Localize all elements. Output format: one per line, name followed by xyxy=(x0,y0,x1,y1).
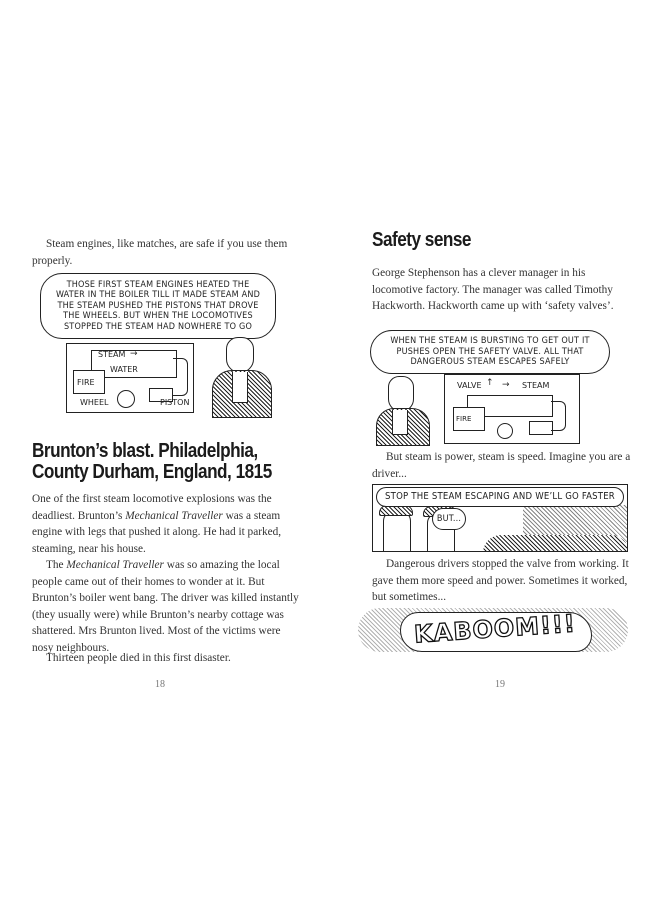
valve-up-arrow-icon: ↑ xyxy=(486,378,494,388)
text: One of the first steam locomotive explosions was the deadliest. Brunton’s xyxy=(32,493,272,522)
italic-title: Mechanical Traveller xyxy=(125,509,223,522)
wheel-shape xyxy=(117,390,135,408)
steam-pipe xyxy=(173,358,188,396)
boiler-foreground xyxy=(483,535,628,552)
piston-shape xyxy=(529,421,553,435)
kaboom-text: KABOOM!!! xyxy=(413,609,577,649)
label-valve: VALVE xyxy=(457,381,482,390)
text: was a steam engine with legs that pushed it along. He had it parked, steaming, near his house. xyxy=(32,509,282,555)
arrow-right-icon: → xyxy=(502,380,510,390)
label-steam: STEAM xyxy=(522,381,550,390)
dangerous-drivers-paragraph: Dangerous drivers stopped the valve from working. It gave them more speed and power. Sometimes it worked, but sometimes... xyxy=(372,558,629,603)
driver-paragraph: But steam is power, steam is speed. Imagine you are a driver... xyxy=(372,451,631,480)
label-water: WATER xyxy=(110,365,138,374)
section-heading-brunton: Brunton’s blast. Philadelphia, County Durham, England, 1815 xyxy=(32,440,272,483)
reply-bubble: BUT... xyxy=(432,508,466,530)
speech-bubble: WHEN THE STEAM IS BURSTING TO GET OUT IT PUSHES OPEN THE SAFETY VALVE. ALL THAT DANGEROUS STEAM ESCAPES SAFELY xyxy=(370,330,610,374)
right-page xyxy=(330,0,660,900)
brunton-paragraph-1 xyxy=(32,491,300,557)
brunton-paragraph-3: Thirteen people died in this first disaster. xyxy=(46,652,231,664)
text: was so amazing the local people came out of their homes to wonder at it. But Brunton’s boiler went bang. The driver was killed instantly (they usually were) while Brunton’s nearby cottage was shattered. Mrs Brunton lived. Most of the victims were nosy neighbours. xyxy=(32,559,299,654)
man-head xyxy=(226,337,254,373)
label-steam: STEAM xyxy=(98,350,126,359)
label-piston: PISTON xyxy=(160,398,190,407)
steam-pipe xyxy=(551,401,566,431)
label-wheel: WHEEL xyxy=(80,398,109,407)
speech-bubble: THOSE FIRST STEAM ENGINES HEATED THE WATER IN THE BOILER TILL IT MADE STEAM AND THE STEAM PUSHED THE PISTONS THAT DROVE THE WHEELS. BUT WHEN THE LOCOMOTIVES STOPPED THE STEAM HAD NOWHERE TO GO xyxy=(40,273,276,339)
intro-paragraph: Steam engines, like matches, are safe if you use them properly. xyxy=(32,238,288,267)
speech-bubble: STOP THE STEAM ESCAPING AND WE’LL GO FASTER xyxy=(376,487,624,507)
text: The xyxy=(46,559,67,571)
man-shirt xyxy=(232,372,248,403)
label-fire: FIRE xyxy=(77,378,95,387)
brunton-paragraph-2 xyxy=(32,557,300,656)
safety-intro-paragraph: George Stephenson has a clever manager in his locomotive factory. The manager was called Timothy Hackworth. Hackworth came up with ‘safety valves’. xyxy=(372,267,614,312)
driver-1 xyxy=(383,511,411,552)
arrow-right-icon: → xyxy=(130,349,138,359)
man-head xyxy=(388,376,414,412)
man-shirt xyxy=(392,410,408,435)
page-number-left: 18 xyxy=(155,679,165,690)
page-number-right: 19 xyxy=(495,679,505,690)
italic-title: Mechanical Traveller xyxy=(66,559,164,571)
section-heading-safety: Safety sense xyxy=(372,229,471,251)
wheel-shape xyxy=(497,423,513,439)
label-fire: FIRE xyxy=(456,415,472,423)
